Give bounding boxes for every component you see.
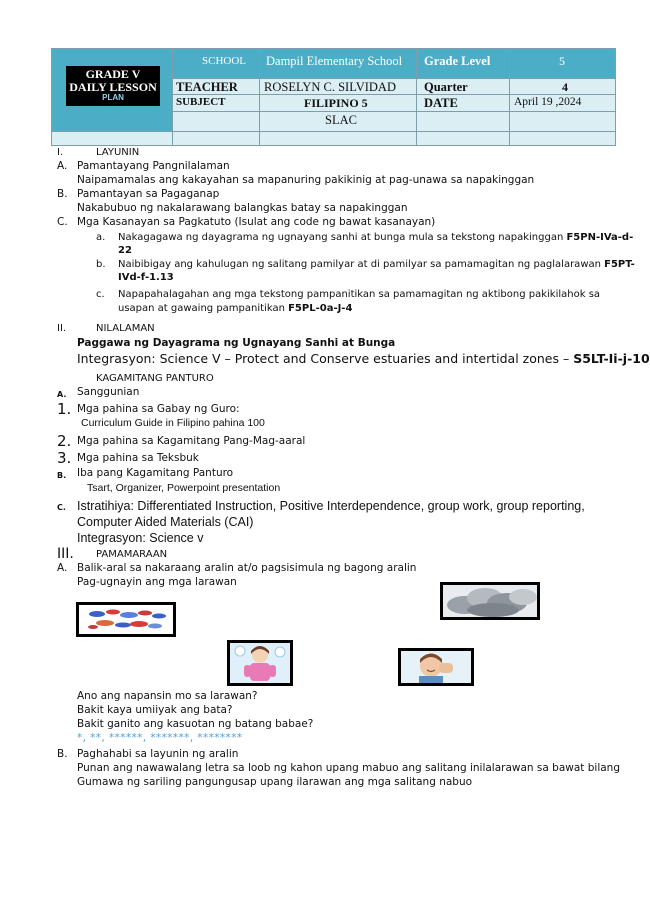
- objective-a-letter: a.: [96, 232, 106, 243]
- objective-b-letter: b.: [96, 259, 106, 270]
- section-1-title: LAYUNIN: [96, 147, 140, 158]
- balik-aral-title: Balik-aral sa nakaraang aralin at/o pagsisimula ng bagong aralin: [77, 562, 417, 574]
- date-value: April 19 ,2024: [514, 96, 582, 108]
- layunin-b-title: Pamantayan sa Pagaganap: [77, 188, 220, 200]
- crying-child-illustration: [401, 651, 471, 683]
- integration-science: Integrasyon: Science V – Protect and Conserve estuaries and intertidal zones – S5LT-Ii-j-10: [77, 351, 650, 366]
- header-table: [51, 48, 616, 146]
- objective-b-code-cont: IVd-f-1.13: [118, 272, 174, 283]
- objective-a-code: F5PN-IVa-d-: [566, 232, 634, 243]
- layunin-a-text: Naipamamalas ang kakayahan sa mapanuring pakikinig at pag-unawa sa napakinggan: [77, 174, 535, 186]
- balik-aral-instruction: Pag-ugnayin ang mga larawan: [77, 576, 237, 588]
- objective-c-text: Napapahalagahan ang mga tekstong pampanitikan sa pamamagitan ng aktibong pakikilahok sa: [118, 289, 601, 300]
- paghahabi-instruction-1: Punan ang nawawalang letra sa loob ng kahon upang mabuo ang salitang inilalarawan sa bawat bilang: [77, 762, 620, 774]
- dlp-logo: [66, 66, 160, 106]
- ref-1-detail: Curriculum Guide in Filipino pahina 100: [81, 417, 265, 429]
- logo-line-3: PLAN: [102, 93, 124, 103]
- objective-b-code: F5PT-: [604, 259, 635, 270]
- picture-bundled-girl: [227, 640, 293, 686]
- balik-aral-letter: A.: [57, 562, 68, 574]
- logo-line-1: GRADE V: [85, 67, 141, 81]
- iba-pang-detail: Tsart, Organizer, Powerpoint presentation: [87, 482, 281, 494]
- grade-value: 5: [559, 54, 565, 68]
- slac-label: SLAC: [325, 113, 357, 127]
- iba-pang-title: Iba pang Kagamitang Panturo: [77, 467, 234, 479]
- section-3-number: III.: [57, 546, 74, 562]
- star-sequence: *, **, ******, *******, ********: [77, 732, 243, 744]
- istratihiya-line-3: Integrasyon: Science v: [77, 531, 204, 545]
- ref-3-number: 3.: [57, 449, 72, 467]
- section-2-number: II.: [57, 323, 67, 334]
- layunin-c-letter: C.: [57, 216, 68, 228]
- school-label: SCHOOL: [202, 55, 247, 67]
- objective-a-text: Nakagagawa ng dayagrama ng ugnayang sanhi at bunga mula sa tekstong napakinggan F5PN-IVa-d-: [118, 232, 634, 243]
- grid-line: [52, 131, 615, 132]
- teacher-value: ROSELYN C. SILVIDAD: [264, 80, 396, 94]
- date-label: DATE: [424, 96, 458, 110]
- layunin-a-title: Pamantayang Pangnilalaman: [77, 160, 230, 172]
- layunin-b-letter: B.: [57, 188, 68, 200]
- layunin-a-letter: A.: [57, 160, 68, 172]
- kagamitang-panturo-heading: KAGAMITANG PANTURO: [96, 373, 214, 384]
- paghahabi-title: Paghahabi sa layunin ng aralin: [77, 748, 239, 760]
- subject-label: SUBJECT: [176, 96, 226, 108]
- ref-2-text: Mga pahina sa Kagamitang Pang-Mag-aaral: [77, 435, 306, 447]
- ref-3-text: Mga pahina sa Teksbuk: [77, 452, 199, 464]
- objective-c-code: F5PL-0a-J-4: [288, 303, 353, 314]
- grid-line: [172, 78, 615, 79]
- school-value: Dampil Elementary School: [266, 54, 403, 68]
- subject-value: FILIPINO 5: [304, 96, 368, 110]
- teacher-label: TEACHER: [176, 80, 238, 94]
- paghahabi-letter: B.: [57, 748, 68, 760]
- ref-1-number: 1.: [57, 400, 72, 418]
- istratihiya-letter: C.: [57, 503, 66, 512]
- question-1: Ano ang napansin mo sa larawan?: [77, 690, 258, 702]
- girl-illustration: [230, 643, 290, 683]
- clouds-illustration: [443, 585, 537, 617]
- fish-pollution-illustration: [79, 605, 173, 634]
- section-1-number: I.: [57, 147, 64, 158]
- layunin-b-text: Nakabubuo ng nakalarawang balangkas batay sa napakinggan: [77, 202, 408, 214]
- picture-storm-clouds: [440, 582, 540, 620]
- logo-cell: [52, 49, 172, 131]
- objective-c-letter: c.: [96, 289, 105, 300]
- layunin-c-title: Mga Kasanayan sa Pagkatuto (Isulat ang code ng bawat kasanayan): [77, 216, 436, 228]
- quarter-value: 4: [562, 80, 568, 94]
- grade-label: Grade Level: [424, 54, 491, 68]
- istratihiya-line-1: Istratihiya: Differentiated Instruction, Positive Interdependence, group work, group reporting,: [77, 499, 585, 513]
- istratihiya-line-2: Computer Aided Materials (CAI): [77, 515, 254, 529]
- question-2: Bakit kaya umiiyak ang bata?: [77, 704, 233, 716]
- iba-pang-letter: B.: [57, 471, 67, 480]
- ref-2-number: 2.: [57, 432, 72, 450]
- section-3-title: PAMAMARAAN: [96, 549, 168, 560]
- sanggunian-title: Sanggunian: [77, 386, 140, 398]
- quarter-label: Quarter: [424, 80, 468, 94]
- paghahabi-instruction-2: Gumawa ng sariling pangungusap upang ilarawan ang mga salitang nabuo: [77, 776, 473, 788]
- objective-b-text: Naibibigay ang kahulugan ng salitang pamilyar at di pamilyar sa pamamagitan ng paglalarawan F5PT-: [118, 259, 635, 270]
- question-3: Bakit ganito ang kasuotan ng batang babae?: [77, 718, 314, 730]
- integration-code: S5LT-Ii-j-10: [573, 351, 650, 366]
- sanggunian-letter: A.: [57, 390, 67, 399]
- grid-line: [172, 111, 615, 112]
- lesson-topic: Paggawa ng Dayagrama ng Ugnayang Sanhi at Bunga: [77, 337, 396, 349]
- picture-polluted-fish: [76, 602, 176, 637]
- section-2-title: NILALAMAN: [96, 323, 155, 334]
- objective-a-code-cont: 22: [118, 245, 132, 256]
- objective-c-text-cont: usapan at gawaing pampanitikan F5PL-0a-J-4: [118, 303, 353, 314]
- ref-1-text: Mga pahina sa Gabay ng Guro:: [77, 403, 240, 415]
- picture-crying-child: [398, 648, 474, 686]
- logo-line-2: DAILY LESSON: [69, 80, 157, 95]
